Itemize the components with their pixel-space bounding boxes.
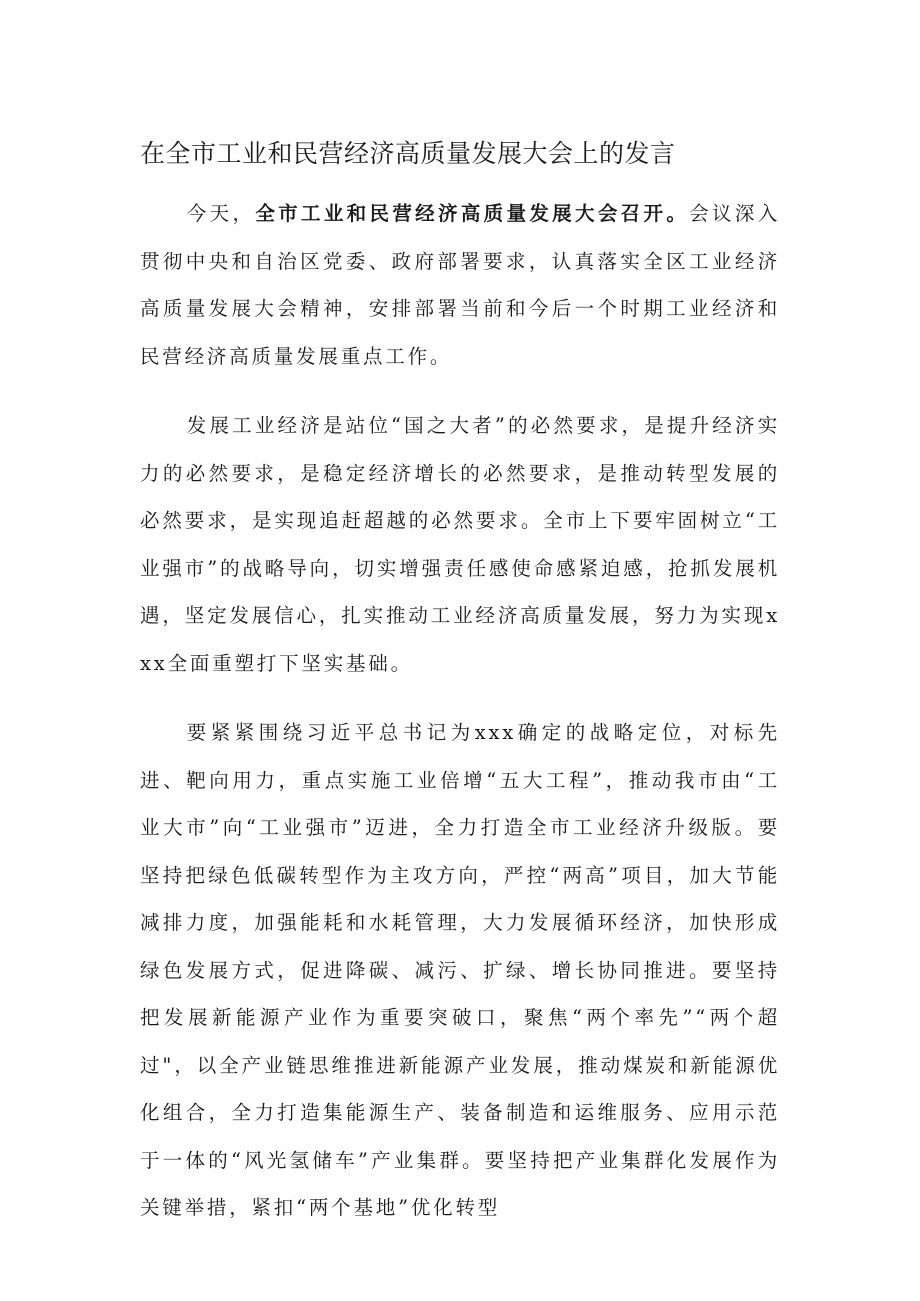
paragraph-3: 要紧紧围绕习近平总书记为xxx确定的战略定位，对标先进、靶向用力，重点实施工业倍增“五大工程”，推动我市由“工业大市”向“工业强市”迈进，全力打造全市工业经济升级版。要坚持把绿色低碳转型作为主攻方向，严控“两高”项目，加大节能减排力度，加强能耗和水耗管理，大力发展循环经济，加快形成绿色发展方式，促进降碳、减污、扩绿、增长协同推进。要坚持把发展新能源产业作为重要突破口，聚焦“两个率先”“两个超过"，以全产业链思维推进新能源产业发展，推动煤炭和新能源优化组合，全力打造集能源生产、装备制造和运维服务、应用示范于一体的“风光氢储车”产业集群。要坚持把产业集群化发展作为关键举措，紧扣“两个基地”优化转型	[140, 721, 780, 1219]
paragraph-2: 发展工业经济是站位“国之大者”的必然要求，是提升经济实力的必然要求，是稳定经济增长的必然要求，是推动转型发展的必然要求，是实现追赶超越的必然要求。全市上下要牢固树立“工业强市”的战略导向，切实增强责任感使命感紧迫感，抢抓发展机遇，坚定发展信心，扎实推动工业经济高质量发展，努力为实现xxx全面重塑打下坚实基础。	[140, 414, 780, 675]
paragraph-1-rest: 会议深入贯彻中央和自治区党委、政府部署要求，认真落实全区工业经济高质量发展大会精神，安排部署当前和今后一个时期工业经济和民营经济高质量发展重点工作。	[140, 202, 781, 368]
paragraph-1-lead: 今天，	[186, 202, 256, 225]
document-title: 在全市工业和民营经济高质量发展大会上的发言	[140, 139, 676, 168]
document-body	[140, 190, 780, 1254]
paragraph-1	[140, 190, 780, 380]
paragraph-1-emphasis: 全市工业和民营经济高质量发展大会召开。	[255, 202, 690, 225]
